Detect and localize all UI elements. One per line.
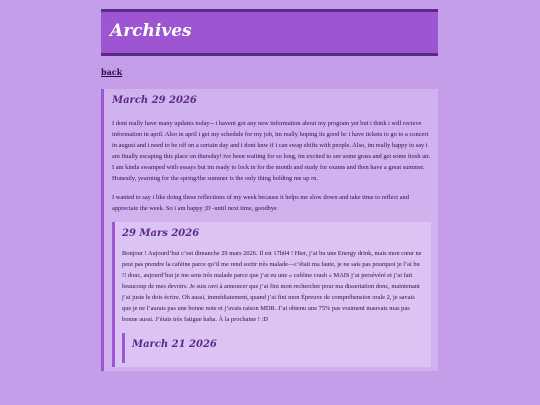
- entry-date: 29 Mars 2026: [122, 228, 200, 239]
- archive-entry: [112, 222, 431, 367]
- back-link[interactable]: back: [101, 67, 123, 77]
- site-header: [101, 9, 438, 56]
- entry-paragraph: I wanted to say i like doing these reflections of my week because it helps me slow down and take time to reflect and appreciate the week. So i am happy ;D -until next time, goodbye: [112, 194, 409, 212]
- entry-paragraph: Bonjour ! Aujourd’hui c’est dimanche 29 mars 2026. Il est 17h04 ! Hier, j’ai bu une Energy drink, mais mon cœur ne peut pas prendre la caféine parce qu’il me rend sortir très malade—c’était ma faute, je ne sais pas pourquoi je l’ai bu !! donc, aujourd’hui je me sens très malade parce que j’ai eu une « caféine crash » MAIS j’ai persévéré et j’ai fait beaucoup de mes devoirs. Je suis ravi à annoncer que j’ai fini mon rechercher pour ma dissertation donc, maintenant j’ai juste le dois écrire. Oh aussi, immédiatement, quand j’ai fini mon Épreuve de compréhension orale 2, je savais que je ne l’aurais pas une bonne note et j’avais raison MDR. J’ai obtenu une 75% pas vraiment mauvais mas pas bonne aussi. J’étais très fatigue haha. À la prochaine ! :D: [122, 250, 422, 323]
- page: [101, 0, 438, 371]
- page-title: Archives: [110, 21, 192, 41]
- entry-date: March 21 2026: [132, 339, 217, 350]
- archive-entry: [122, 333, 425, 363]
- entry-date: March 29 2026: [112, 95, 197, 106]
- archive-entry: [101, 89, 438, 371]
- entry-paragraph: I dont really have many updates today-- i havent got any new information about my program yet but i think i will recieve information in april. Also in april i get my schedule for my job, im really hoping its good bc i have tickets to go to a concert in august and i need to be off on a certain day and i dont knw if i can swap shifts with people. Also, im really happy to say i am finally escaping this place on thursday! ive been waiting for so long, im excited to see some grass and get some fresh air. I am kinda swamped with essays but im ready to lock in for the month and study for exams and then have a great summer. Honestly, yearning for the spring/the summer is the only thing holding me up rn.: [112, 120, 431, 182]
